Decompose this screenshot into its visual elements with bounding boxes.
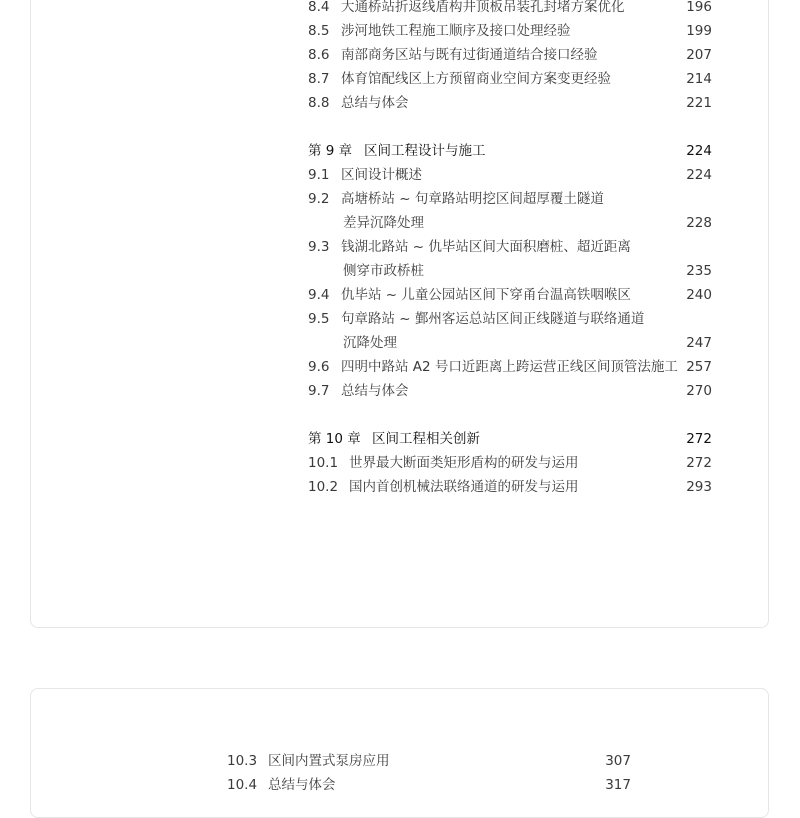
section-number: 9.2 <box>308 191 330 207</box>
section-title: 体育馆配线区上方预留商业空间方案变更经验 <box>341 71 611 87</box>
section-title: 沉降处理 <box>343 335 397 351</box>
page-number: 207 <box>686 47 712 63</box>
toc-chapter-10[interactable] <box>308 427 712 451</box>
page-number: 224 <box>686 143 712 159</box>
section-title: 涉河地铁工程施工顺序及接口处理经验 <box>341 23 571 39</box>
page-number: 270 <box>686 383 712 399</box>
section-title: 区间设计概述 <box>341 167 422 183</box>
toc-entry-10-4[interactable] <box>227 773 631 797</box>
toc-entry-9-5-continued[interactable] <box>308 331 712 355</box>
toc-entry-8-8[interactable] <box>308 91 712 115</box>
section-number: 10.2 <box>308 479 339 495</box>
section-title: 总结与体会 <box>268 777 336 793</box>
chapter-number: 第 9 章 <box>308 143 353 159</box>
page-number: 196 <box>686 0 712 15</box>
toc-entry-8-5[interactable] <box>308 19 712 43</box>
toc-entry-9-7[interactable] <box>308 379 712 403</box>
section-number: 10.4 <box>227 777 258 793</box>
chapter-title: 区间工程相关创新 <box>372 431 480 447</box>
toc-page-card-upper <box>30 0 769 628</box>
page-number: 272 <box>686 455 712 471</box>
page-number: 293 <box>686 479 712 495</box>
section-number: 9.7 <box>308 383 330 399</box>
section-number: 9.1 <box>308 167 330 183</box>
toc-entry-8-6[interactable] <box>308 43 712 67</box>
toc-entry-9-2-continued[interactable] <box>308 211 712 235</box>
table-of-contents <box>308 0 712 499</box>
toc-entry-10-3[interactable] <box>227 749 631 773</box>
page-number: 307 <box>605 753 631 769</box>
section-title: 四明中路站 A2 号口近距离上跨运营正线区间顶管法施工 <box>341 359 678 375</box>
section-number: 10.1 <box>308 455 339 471</box>
section-title: 区间内置式泵房应用 <box>268 753 390 769</box>
page-number: 235 <box>686 263 712 279</box>
section-title: 世界最大断面类矩形盾构的研发与运用 <box>349 455 579 471</box>
section-title: 总结与体会 <box>341 383 409 399</box>
page-number: 247 <box>686 335 712 351</box>
table-of-contents <box>227 749 631 797</box>
section-title: 大通桥站折返线盾构井顶板吊装孔封堵方案优化 <box>341 0 625 15</box>
toc-page-card-lower <box>30 688 769 818</box>
section-number: 8.8 <box>308 95 330 111</box>
toc-entry-9-3-continued[interactable] <box>308 259 712 283</box>
section-number: 10.3 <box>227 753 258 769</box>
section-title: 钱湖北路站 ~ 仇毕站区间大面积磨桩、超近距离 <box>341 239 631 255</box>
chapter-number: 第 10 章 <box>308 431 361 447</box>
section-title: 国内首创机械法联络通道的研发与运用 <box>349 479 579 495</box>
section-title: 侧穿市政桥桩 <box>343 263 424 279</box>
section-title: 仇毕站 ~ 儿童公园站区间下穿甬台温高铁咽喉区 <box>341 287 631 303</box>
section-title: 总结与体会 <box>341 95 409 111</box>
toc-chapter-9[interactable] <box>308 139 712 163</box>
toc-entry-8-4[interactable] <box>308 0 712 19</box>
section-number: 9.3 <box>308 239 330 255</box>
page-number: 228 <box>686 215 712 231</box>
section-number: 9.6 <box>308 359 330 375</box>
section-title: 高塘桥站 ~ 句章路站明挖区间超厚覆土隧道 <box>341 191 604 207</box>
page-number: 257 <box>686 359 712 375</box>
page-number: 317 <box>605 777 631 793</box>
section-title: 句章路站 ~ 鄞州客运总站区间正线隧道与联络通道 <box>341 311 645 327</box>
toc-entry-10-1[interactable] <box>308 451 712 475</box>
section-title: 差异沉降处理 <box>343 215 424 231</box>
chapter-title: 区间工程设计与施工 <box>364 143 486 159</box>
toc-entry-9-1[interactable] <box>308 163 712 187</box>
section-number: 8.5 <box>308 23 330 39</box>
toc-entry-9-6[interactable] <box>308 355 712 379</box>
toc-entry-9-2[interactable] <box>308 187 712 211</box>
page-number: 214 <box>686 71 712 87</box>
toc-entry-10-2[interactable] <box>308 475 712 499</box>
section-title: 南部商务区站与既有过街通道结合接口经验 <box>341 47 598 63</box>
toc-entry-8-7[interactable] <box>308 67 712 91</box>
toc-entry-9-3[interactable] <box>308 235 712 259</box>
section-number: 9.5 <box>308 311 330 327</box>
section-number: 9.4 <box>308 287 330 303</box>
section-number: 8.4 <box>308 0 330 15</box>
section-number: 8.6 <box>308 47 330 63</box>
page-number: 224 <box>686 167 712 183</box>
page-number: 272 <box>686 431 712 447</box>
toc-entry-9-4[interactable] <box>308 283 712 307</box>
page-number: 221 <box>686 95 712 111</box>
page-number: 199 <box>686 23 712 39</box>
toc-entry-9-5[interactable] <box>308 307 712 331</box>
section-number: 8.7 <box>308 71 330 87</box>
page-number: 240 <box>686 287 712 303</box>
